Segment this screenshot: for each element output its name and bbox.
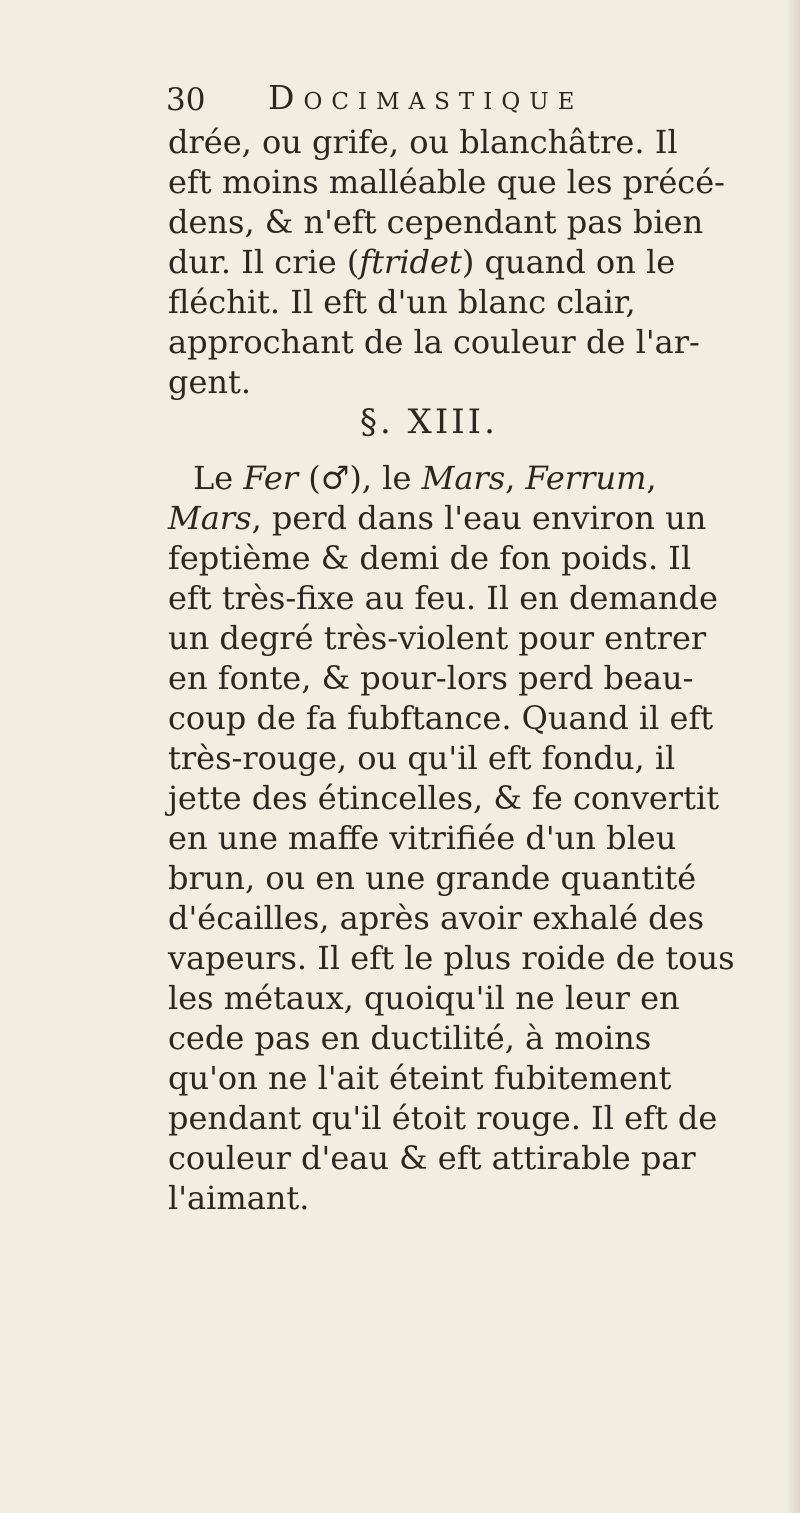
page-header <box>166 78 726 128</box>
text-line: jette des étincelles, & fe convertit <box>168 779 720 817</box>
text-line: brun, ou en une grande quantité <box>168 859 697 897</box>
term-fer: Fer <box>243 459 299 497</box>
section-heading: §. XIII. <box>360 402 498 442</box>
text-line: en fonte, & pour-lors perd beau- <box>168 659 694 697</box>
term-mars: Mars <box>421 459 506 497</box>
text-line: pendant qu'il étoit rouge. Il eft de <box>168 1099 718 1137</box>
text-line: un degré très-violent pour entrer <box>168 619 707 657</box>
text-line: feptième & demi de fon poids. Il <box>168 539 692 577</box>
text-segment: , <box>505 459 526 497</box>
text-line: dens, & n'eft cependant pas bien <box>168 203 704 241</box>
text-segment: ) quand on le <box>461 243 676 281</box>
page-edge-shadow <box>786 0 800 1513</box>
text-segment: , le <box>361 459 422 497</box>
page-number: 30 <box>166 82 206 118</box>
text-line: approchant de la couleur de l'ar- <box>168 323 700 361</box>
mars-symbol-icon: (♂) <box>308 459 362 497</box>
text-line: coup de fa fubftance. Quand il eft <box>168 699 714 737</box>
text-segment: Le <box>193 459 244 497</box>
text-line: l'aimant. <box>168 1179 310 1217</box>
text-line <box>168 498 768 538</box>
running-title: Docimastique <box>268 78 584 117</box>
text-line: fléchit. Il eft d'un blanc clair, <box>168 283 636 321</box>
text-line: eft moins malléable que les précé- <box>168 163 725 201</box>
text-segment: , perd dans l'eau environ un <box>251 499 707 537</box>
text-line <box>193 458 793 498</box>
text-line: gent. <box>168 363 252 401</box>
text-line <box>168 242 768 282</box>
text-segment: dur. Il crie ( <box>168 243 360 281</box>
text-line: en une maffe vitrifiée d'un bleu <box>168 819 677 857</box>
term-mars: Mars <box>168 499 252 537</box>
text-segment: , <box>646 459 657 497</box>
text-line: eft très-fixe au feu. Il en demande <box>168 579 718 617</box>
text-line: les métaux, quoiqu'il ne leur en <box>168 979 680 1017</box>
text-line: qu'on ne l'ait éteint fubitement <box>168 1059 672 1097</box>
text-line: d'écailles, après avoir exhalé des <box>168 899 704 937</box>
text-line: cede pas en ductilité, à moins <box>168 1019 652 1057</box>
latin-term-stridet: ftridet <box>359 243 462 281</box>
text-line: drée, ou grife, ou blanchâtre. Il <box>168 123 678 161</box>
text-line: couleur d'eau & eft attirable par <box>168 1139 696 1177</box>
term-ferrum: Ferrum <box>525 459 647 497</box>
text-line: très-rouge, ou qu'il eft fondu, il <box>168 739 676 777</box>
text-line: vapeurs. Il eft le plus roide de tous <box>168 939 735 977</box>
